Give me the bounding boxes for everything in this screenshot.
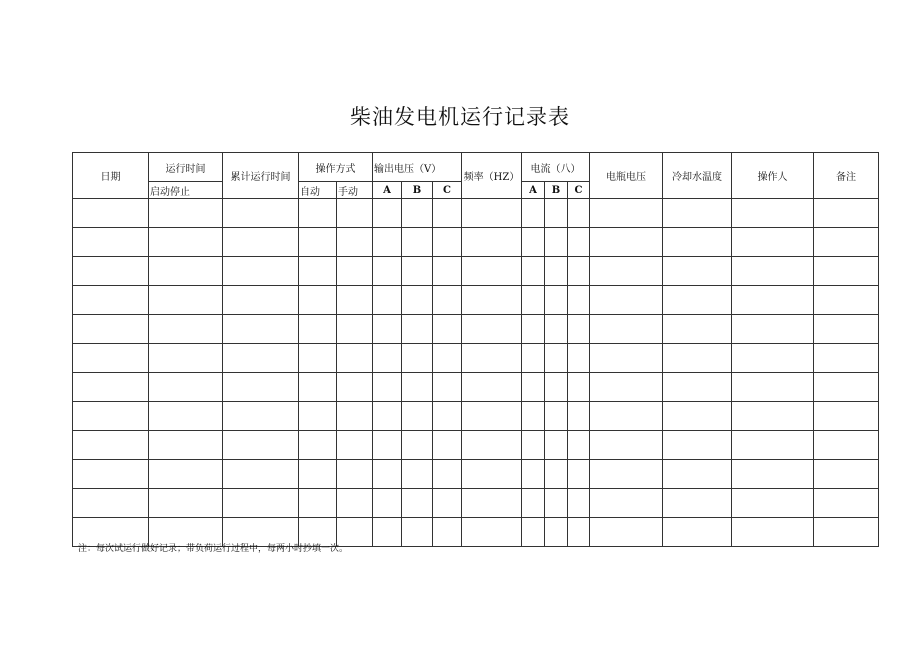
header-run-time: 运行时间 bbox=[149, 153, 223, 182]
table-cell[interactable] bbox=[223, 431, 299, 460]
table-cell[interactable] bbox=[522, 373, 545, 402]
table-cell[interactable] bbox=[462, 228, 522, 257]
header-row-1 bbox=[73, 153, 879, 182]
table-cell[interactable] bbox=[590, 315, 663, 344]
table-cell[interactable] bbox=[149, 228, 223, 257]
table-cell[interactable] bbox=[462, 286, 522, 315]
table-cell[interactable] bbox=[402, 286, 433, 315]
table-cell[interactable] bbox=[663, 431, 732, 460]
table-cell[interactable] bbox=[814, 431, 879, 460]
table-cell[interactable] bbox=[732, 286, 814, 315]
table-cell[interactable] bbox=[462, 460, 522, 489]
header-manual: 手动 bbox=[337, 182, 373, 199]
table-cell[interactable] bbox=[590, 489, 663, 518]
table-cell[interactable] bbox=[545, 286, 568, 315]
table-cell[interactable] bbox=[545, 199, 568, 228]
header-voltage-a: A bbox=[373, 182, 402, 199]
header-current-a: A bbox=[522, 182, 545, 199]
table-cell[interactable] bbox=[223, 460, 299, 489]
table-row bbox=[73, 373, 879, 402]
table-cell[interactable] bbox=[568, 489, 590, 518]
table-cell[interactable] bbox=[545, 344, 568, 373]
header-output-voltage: 输出电压（V） bbox=[373, 153, 462, 182]
table-cell[interactable] bbox=[522, 489, 545, 518]
table-row bbox=[73, 199, 879, 228]
table-cell[interactable] bbox=[590, 518, 663, 547]
table-cell[interactable] bbox=[402, 344, 433, 373]
table-cell[interactable] bbox=[462, 402, 522, 431]
table-cell[interactable] bbox=[433, 199, 462, 228]
table-cell[interactable] bbox=[73, 431, 149, 460]
table-cell[interactable] bbox=[337, 373, 373, 402]
table-cell[interactable] bbox=[337, 286, 373, 315]
table-row bbox=[73, 460, 879, 489]
table-cell[interactable] bbox=[337, 402, 373, 431]
table-cell[interactable] bbox=[590, 344, 663, 373]
table-cell[interactable] bbox=[149, 402, 223, 431]
table-cell[interactable] bbox=[223, 373, 299, 402]
header-battery-voltage: 电瓶电压 bbox=[590, 153, 663, 199]
table-cell[interactable] bbox=[522, 344, 545, 373]
table-cell[interactable] bbox=[402, 373, 433, 402]
header-operator: 操作人 bbox=[732, 153, 814, 199]
table-cell[interactable] bbox=[814, 286, 879, 315]
table-cell[interactable] bbox=[814, 460, 879, 489]
table-cell[interactable] bbox=[590, 431, 663, 460]
header-current-b: B bbox=[545, 182, 568, 199]
generator-log-table bbox=[72, 152, 879, 547]
table-cell[interactable] bbox=[433, 344, 462, 373]
table-cell[interactable] bbox=[545, 460, 568, 489]
table-cell[interactable] bbox=[545, 431, 568, 460]
header-remarks: 备注 bbox=[814, 153, 879, 199]
table-cell[interactable] bbox=[373, 373, 402, 402]
header-auto: 自动 bbox=[299, 182, 337, 199]
table-cell[interactable] bbox=[149, 460, 223, 489]
table-cell[interactable] bbox=[402, 518, 433, 547]
table-row bbox=[73, 402, 879, 431]
table-cell[interactable] bbox=[545, 257, 568, 286]
table-cell[interactable] bbox=[337, 344, 373, 373]
table-cell[interactable] bbox=[814, 344, 879, 373]
table-cell[interactable] bbox=[545, 489, 568, 518]
table-cell[interactable] bbox=[545, 518, 568, 547]
table-cell[interactable] bbox=[732, 518, 814, 547]
table-cell[interactable] bbox=[433, 373, 462, 402]
table-cell[interactable] bbox=[814, 228, 879, 257]
table-cell[interactable] bbox=[73, 460, 149, 489]
table-cell[interactable] bbox=[732, 460, 814, 489]
table-cell[interactable] bbox=[337, 315, 373, 344]
header-current: 电流（八） bbox=[522, 153, 590, 182]
table-cell[interactable] bbox=[299, 344, 337, 373]
table-cell[interactable] bbox=[590, 373, 663, 402]
table-cell[interactable] bbox=[373, 228, 402, 257]
table-cell[interactable] bbox=[373, 315, 402, 344]
table-row bbox=[73, 315, 879, 344]
table-cell[interactable] bbox=[568, 518, 590, 547]
table-cell[interactable] bbox=[814, 257, 879, 286]
table-cell[interactable] bbox=[337, 199, 373, 228]
table-cell[interactable] bbox=[337, 489, 373, 518]
table-cell[interactable] bbox=[814, 518, 879, 547]
table-cell[interactable] bbox=[814, 199, 879, 228]
table-cell[interactable] bbox=[568, 344, 590, 373]
table-cell[interactable] bbox=[223, 402, 299, 431]
table-cell[interactable] bbox=[73, 402, 149, 431]
table-cell[interactable] bbox=[149, 199, 223, 228]
table-cell[interactable] bbox=[223, 489, 299, 518]
table-cell[interactable] bbox=[402, 460, 433, 489]
table-cell[interactable] bbox=[373, 199, 402, 228]
table-cell[interactable] bbox=[732, 199, 814, 228]
table-cell[interactable] bbox=[433, 257, 462, 286]
table-cell[interactable] bbox=[223, 315, 299, 344]
table-cell[interactable] bbox=[149, 315, 223, 344]
table-cell[interactable] bbox=[590, 199, 663, 228]
table-cell[interactable] bbox=[568, 402, 590, 431]
header-start-stop: 启动停止 bbox=[149, 182, 223, 199]
table-cell[interactable] bbox=[568, 257, 590, 286]
table-cell[interactable] bbox=[590, 460, 663, 489]
header-current-c: C bbox=[568, 182, 590, 199]
table-row bbox=[73, 344, 879, 373]
table-cell[interactable] bbox=[73, 344, 149, 373]
table-cell[interactable] bbox=[462, 344, 522, 373]
table-cell[interactable] bbox=[568, 373, 590, 402]
table-cell[interactable] bbox=[522, 431, 545, 460]
table-cell[interactable] bbox=[663, 460, 732, 489]
header-coolant-temp: 冷却水温度 bbox=[663, 153, 732, 199]
header-cumulative-time: 累计运行时间 bbox=[223, 153, 299, 199]
table-cell[interactable] bbox=[402, 228, 433, 257]
table-cell[interactable] bbox=[402, 402, 433, 431]
table-cell[interactable] bbox=[73, 489, 149, 518]
table-cell[interactable] bbox=[299, 402, 337, 431]
table-cell[interactable] bbox=[337, 460, 373, 489]
header-operation-mode: 操作方式 bbox=[299, 153, 373, 182]
table-cell[interactable] bbox=[732, 402, 814, 431]
footnote: 注：每次试运行做好记录；带负荷运行过程中，每两小时抄填一次。 bbox=[78, 544, 349, 554]
table-cell[interactable] bbox=[545, 402, 568, 431]
table-cell[interactable] bbox=[590, 257, 663, 286]
table-cell[interactable] bbox=[814, 489, 879, 518]
table-cell[interactable] bbox=[462, 431, 522, 460]
table-cell[interactable] bbox=[73, 286, 149, 315]
table-cell[interactable] bbox=[149, 257, 223, 286]
table-cell[interactable] bbox=[814, 315, 879, 344]
table-cell[interactable] bbox=[373, 518, 402, 547]
table-cell[interactable] bbox=[149, 286, 223, 315]
table-cell[interactable] bbox=[299, 257, 337, 286]
table-cell[interactable] bbox=[402, 199, 433, 228]
table-cell[interactable] bbox=[522, 460, 545, 489]
header-date: 日期 bbox=[73, 153, 149, 199]
table-cell[interactable] bbox=[545, 373, 568, 402]
table-cell[interactable] bbox=[299, 431, 337, 460]
table-cell[interactable] bbox=[223, 228, 299, 257]
table-row bbox=[73, 431, 879, 460]
table-cell[interactable] bbox=[337, 257, 373, 286]
table-cell[interactable] bbox=[462, 518, 522, 547]
table-cell[interactable] bbox=[590, 228, 663, 257]
table-cell[interactable] bbox=[568, 315, 590, 344]
table-cell[interactable] bbox=[590, 402, 663, 431]
table-cell[interactable] bbox=[545, 315, 568, 344]
table-cell[interactable] bbox=[402, 431, 433, 460]
table-cell[interactable] bbox=[522, 257, 545, 286]
table-cell[interactable] bbox=[462, 257, 522, 286]
table-cell[interactable] bbox=[149, 431, 223, 460]
table-cell[interactable] bbox=[373, 460, 402, 489]
table-cell[interactable] bbox=[522, 228, 545, 257]
table-cell[interactable] bbox=[663, 228, 732, 257]
table-cell[interactable] bbox=[299, 373, 337, 402]
table-cell[interactable] bbox=[568, 460, 590, 489]
table-cell[interactable] bbox=[522, 199, 545, 228]
table-cell[interactable] bbox=[433, 431, 462, 460]
table-cell[interactable] bbox=[433, 402, 462, 431]
table-cell[interactable] bbox=[663, 518, 732, 547]
table-cell[interactable] bbox=[433, 489, 462, 518]
table-cell[interactable] bbox=[373, 402, 402, 431]
header-voltage-c: C bbox=[433, 182, 462, 199]
table-cell[interactable] bbox=[663, 257, 732, 286]
table-cell[interactable] bbox=[814, 373, 879, 402]
table-cell[interactable] bbox=[433, 518, 462, 547]
table-cell[interactable] bbox=[223, 344, 299, 373]
table-cell[interactable] bbox=[402, 315, 433, 344]
table-cell[interactable] bbox=[814, 402, 879, 431]
table-cell[interactable] bbox=[462, 315, 522, 344]
table-cell[interactable] bbox=[433, 228, 462, 257]
table-cell[interactable] bbox=[663, 489, 732, 518]
table-cell[interactable] bbox=[299, 286, 337, 315]
table-cell[interactable] bbox=[299, 315, 337, 344]
table-cell[interactable] bbox=[462, 199, 522, 228]
table-cell[interactable] bbox=[73, 373, 149, 402]
table-cell[interactable] bbox=[522, 286, 545, 315]
table-cell[interactable] bbox=[732, 228, 814, 257]
table-cell[interactable] bbox=[462, 489, 522, 518]
table-cell[interactable] bbox=[568, 199, 590, 228]
table-cell[interactable] bbox=[299, 228, 337, 257]
table-cell[interactable] bbox=[402, 257, 433, 286]
table-cell[interactable] bbox=[337, 431, 373, 460]
table-cell[interactable] bbox=[522, 402, 545, 431]
table-cell[interactable] bbox=[299, 460, 337, 489]
table-cell[interactable] bbox=[149, 489, 223, 518]
table-cell[interactable] bbox=[337, 228, 373, 257]
table-cell[interactable] bbox=[433, 286, 462, 315]
table-cell[interactable] bbox=[373, 257, 402, 286]
table-cell[interactable] bbox=[73, 315, 149, 344]
header-frequency: 频率（HZ） bbox=[462, 153, 522, 199]
table-cell[interactable] bbox=[663, 344, 732, 373]
table-cell[interactable] bbox=[299, 489, 337, 518]
table-cell[interactable] bbox=[73, 228, 149, 257]
table-row bbox=[73, 489, 879, 518]
table-cell[interactable] bbox=[373, 431, 402, 460]
table-cell[interactable] bbox=[663, 199, 732, 228]
table-cell[interactable] bbox=[373, 344, 402, 373]
table-row bbox=[73, 286, 879, 315]
table-cell[interactable] bbox=[732, 431, 814, 460]
header-voltage-b: B bbox=[402, 182, 433, 199]
table-cell[interactable] bbox=[663, 402, 732, 431]
table-cell[interactable] bbox=[149, 344, 223, 373]
table-cell[interactable] bbox=[73, 199, 149, 228]
table-cell[interactable] bbox=[732, 489, 814, 518]
table-cell[interactable] bbox=[663, 286, 732, 315]
table-cell[interactable] bbox=[568, 431, 590, 460]
table-cell[interactable] bbox=[568, 228, 590, 257]
table-cell[interactable] bbox=[590, 286, 663, 315]
table-cell[interactable] bbox=[149, 373, 223, 402]
table-cell[interactable] bbox=[732, 373, 814, 402]
page-title: 柴油发电机运行记录表 bbox=[350, 105, 570, 129]
table-cell[interactable] bbox=[545, 228, 568, 257]
table-cell[interactable] bbox=[373, 489, 402, 518]
table-row bbox=[73, 257, 879, 286]
table-cell[interactable] bbox=[663, 373, 732, 402]
table-cell[interactable] bbox=[568, 286, 590, 315]
table-cell[interactable] bbox=[732, 315, 814, 344]
table-cell[interactable] bbox=[433, 460, 462, 489]
table-cell[interactable] bbox=[373, 286, 402, 315]
table-cell[interactable] bbox=[732, 257, 814, 286]
table-cell[interactable] bbox=[73, 257, 149, 286]
table-cell[interactable] bbox=[402, 489, 433, 518]
table-cell[interactable] bbox=[299, 199, 337, 228]
table-cell[interactable] bbox=[522, 315, 545, 344]
table-cell[interactable] bbox=[223, 286, 299, 315]
table-cell[interactable] bbox=[433, 315, 462, 344]
table-cell[interactable] bbox=[732, 344, 814, 373]
table-cell[interactable] bbox=[663, 315, 732, 344]
table-cell[interactable] bbox=[223, 257, 299, 286]
table-row bbox=[73, 228, 879, 257]
table-cell[interactable] bbox=[522, 518, 545, 547]
table-cell[interactable] bbox=[462, 373, 522, 402]
table-cell[interactable] bbox=[223, 199, 299, 228]
